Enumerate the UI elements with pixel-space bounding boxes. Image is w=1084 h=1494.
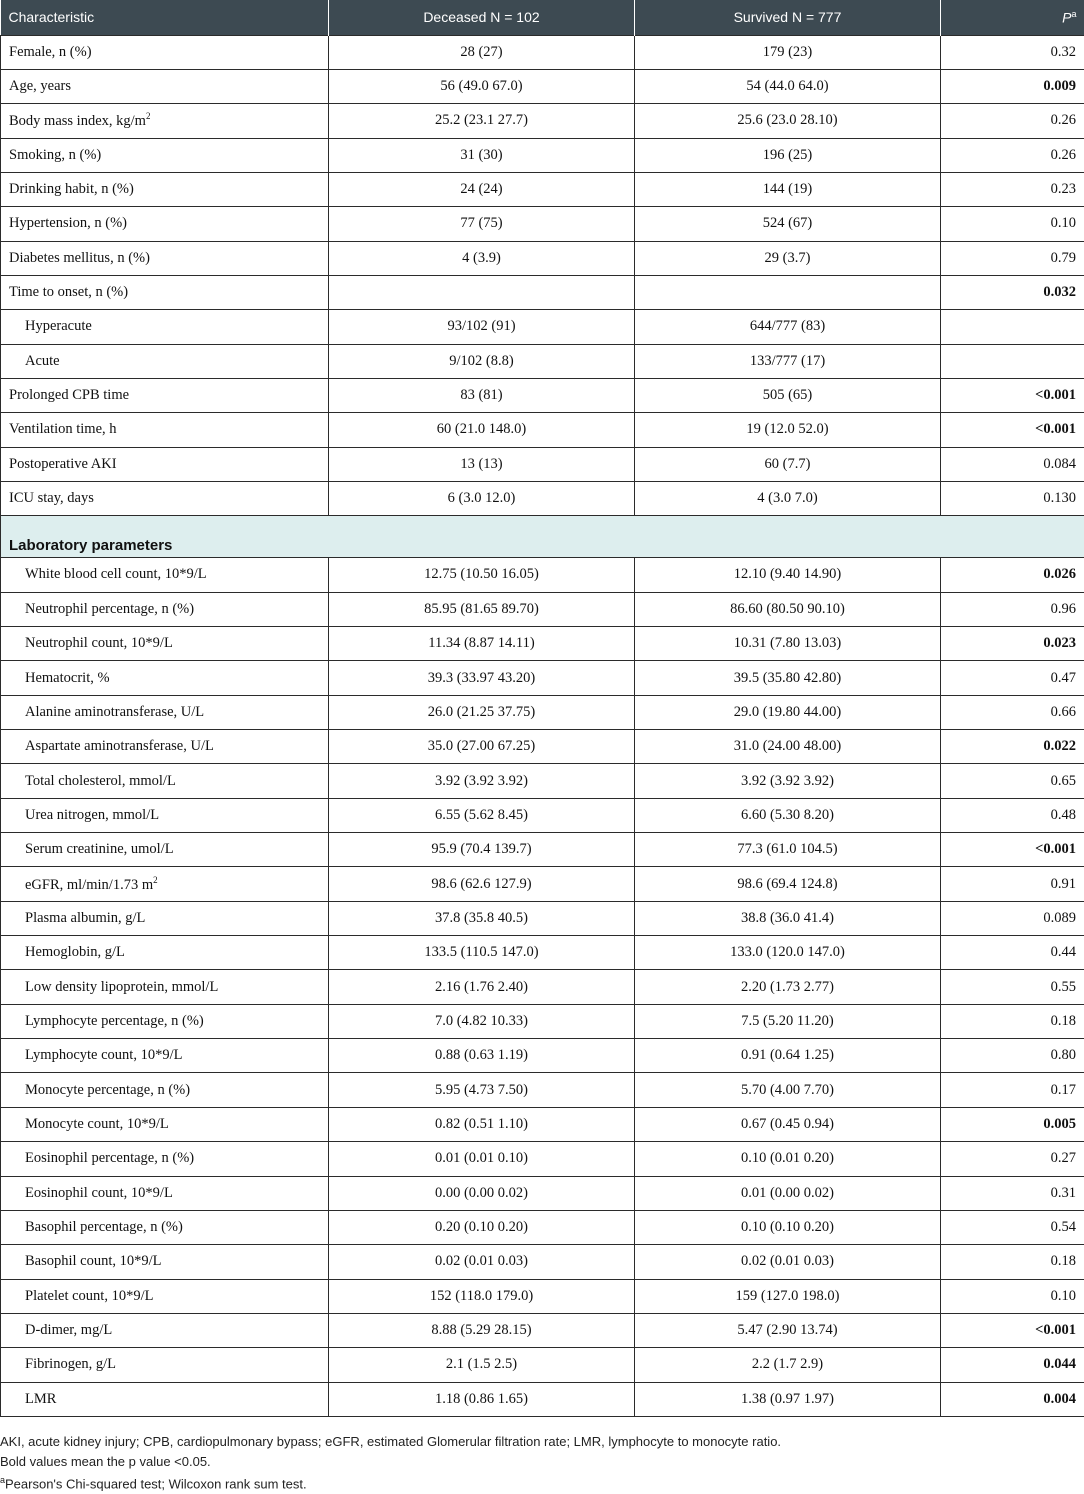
test-footnote [0, 1471, 1084, 1494]
p-value: 0.66 [941, 695, 1084, 729]
row-label-text: Aspartate aminotransferase, U/L [25, 738, 214, 754]
survived-value: 0.01 (0.00 0.02) [635, 1176, 941, 1210]
row-label-text: Lymphocyte count, 10*9/L [25, 1047, 182, 1063]
table-row [1, 661, 1084, 695]
row-label-text: Age, years [9, 78, 71, 94]
table-notes [0, 1432, 1084, 1494]
row-label [1, 695, 329, 729]
deceased-value: 0.82 (0.51 1.10) [329, 1107, 635, 1141]
table-row [1, 1245, 1084, 1279]
row-label [1, 481, 329, 515]
survived-value: 2.20 (1.73 2.77) [635, 970, 941, 1004]
table-row [1, 1279, 1084, 1313]
row-label [1, 1348, 329, 1382]
row-label-text: Platelet count, 10*9/L [25, 1288, 153, 1304]
section-title: Laboratory parameters [1, 516, 1084, 558]
survived-value [635, 275, 941, 309]
row-label [1, 867, 329, 901]
row-label-text: Neutrophil percentage, n (%) [25, 601, 194, 617]
deceased-value: 85.95 (81.65 89.70) [329, 592, 635, 626]
table-row [1, 833, 1084, 867]
row-label [1, 378, 329, 412]
table-row [1, 1004, 1084, 1038]
p-value: 0.55 [941, 970, 1084, 1004]
row-label-text: Hyperacute [25, 318, 92, 334]
p-value: 0.005 [941, 1107, 1084, 1141]
survived-value: 86.60 (80.50 90.10) [635, 592, 941, 626]
table-row [1, 730, 1084, 764]
p-value: <0.001 [941, 833, 1084, 867]
row-label-sup: 2 [146, 111, 151, 121]
p-value: 0.10 [941, 207, 1084, 241]
row-label [1, 661, 329, 695]
p-value: 0.91 [941, 867, 1084, 901]
p-value: 0.65 [941, 764, 1084, 798]
p-value: 0.130 [941, 481, 1084, 515]
survived-value: 1.38 (0.97 1.97) [635, 1382, 941, 1416]
p-value: 0.27 [941, 1142, 1084, 1176]
table-row [1, 138, 1084, 172]
deceased-value: 4 (3.9) [329, 241, 635, 275]
deceased-value: 5.95 (4.73 7.50) [329, 1073, 635, 1107]
p-value: 0.089 [941, 901, 1084, 935]
row-label [1, 1107, 329, 1141]
p-value: <0.001 [941, 1313, 1084, 1347]
row-label [1, 1039, 329, 1073]
row-label-text: Eosinophil count, 10*9/L [25, 1185, 173, 1201]
survived-value: 25.6 (23.0 28.10) [635, 104, 941, 138]
deceased-value: 9/102 (8.8) [329, 344, 635, 378]
deceased-value: 95.9 (70.4 139.7) [329, 833, 635, 867]
row-label-text: Prolonged CPB time [9, 387, 129, 403]
abbreviations-note: AKI, acute kidney injury; CPB, cardiopulmonary bypass; eGFR, estimated Glomerular filtration rate; LMR, lymphocyte to monocyte ratio. [0, 1432, 1084, 1452]
p-value: 0.47 [941, 661, 1084, 695]
deceased-value: 6 (3.0 12.0) [329, 481, 635, 515]
p-value: <0.001 [941, 378, 1084, 412]
row-label-text: Hypertension, n (%) [9, 215, 127, 231]
p-value: 0.23 [941, 172, 1084, 206]
row-label-text: Monocyte count, 10*9/L [25, 1116, 169, 1132]
deceased-value: 7.0 (4.82 10.33) [329, 1004, 635, 1038]
survived-value: 524 (67) [635, 207, 941, 241]
row-label [1, 1245, 329, 1279]
row-label [1, 730, 329, 764]
row-label-text: Alanine aminotransferase, U/L [25, 704, 204, 720]
deceased-value: 6.55 (5.62 8.45) [329, 798, 635, 832]
header-survived: Survived N = 777 [635, 0, 941, 35]
row-label-text: Basophil percentage, n (%) [25, 1219, 183, 1235]
survived-value: 505 (65) [635, 378, 941, 412]
table-row [1, 1313, 1084, 1347]
table-row [1, 867, 1084, 901]
row-label-text: Basophil count, 10*9/L [25, 1253, 162, 1269]
row-label-text: White blood cell count, 10*9/L [25, 566, 207, 582]
deceased-value: 11.34 (8.87 14.11) [329, 627, 635, 661]
row-label [1, 798, 329, 832]
survived-value: 10.31 (7.80 13.03) [635, 627, 941, 661]
survived-value: 19 (12.0 52.0) [635, 413, 941, 447]
p-value: 0.32 [941, 35, 1084, 69]
survived-value: 159 (127.0 198.0) [635, 1279, 941, 1313]
survived-value: 144 (19) [635, 172, 941, 206]
table-row [1, 627, 1084, 661]
row-label [1, 69, 329, 103]
table-row [1, 1107, 1084, 1141]
row-label [1, 310, 329, 344]
deceased-value: 83 (81) [329, 378, 635, 412]
row-label-text: Female, n (%) [9, 44, 92, 60]
survived-value: 54 (44.0 64.0) [635, 69, 941, 103]
table-row [1, 764, 1084, 798]
survived-value: 133.0 (120.0 147.0) [635, 936, 941, 970]
section-row-laboratory [1, 516, 1084, 558]
row-label [1, 138, 329, 172]
deceased-value: 12.75 (10.50 16.05) [329, 558, 635, 592]
deceased-value: 93/102 (91) [329, 310, 635, 344]
header-row [1, 0, 1084, 35]
table-row [1, 344, 1084, 378]
row-label [1, 1004, 329, 1038]
deceased-value: 0.20 (0.10 0.20) [329, 1210, 635, 1244]
survived-value: 0.91 (0.64 1.25) [635, 1039, 941, 1073]
survived-value: 133/777 (17) [635, 344, 941, 378]
deceased-value: 13 (13) [329, 447, 635, 481]
survived-value: 3.92 (3.92 3.92) [635, 764, 941, 798]
p-value [941, 344, 1084, 378]
table-row [1, 1210, 1084, 1244]
row-label-text: Time to onset, n (%) [9, 284, 128, 300]
table-row [1, 936, 1084, 970]
survived-value: 38.8 (36.0 41.4) [635, 901, 941, 935]
row-label [1, 764, 329, 798]
row-label-text: Lymphocyte percentage, n (%) [25, 1013, 204, 1029]
row-label [1, 35, 329, 69]
row-label-text: Urea nitrogen, mmol/L [25, 807, 159, 823]
p-value: 0.10 [941, 1279, 1084, 1313]
row-label-text: Total cholesterol, mmol/L [25, 773, 176, 789]
deceased-value: 26.0 (21.25 37.75) [329, 695, 635, 729]
p-value: 0.17 [941, 1073, 1084, 1107]
p-value: 0.48 [941, 798, 1084, 832]
row-label [1, 1073, 329, 1107]
deceased-value: 0.88 (0.63 1.19) [329, 1039, 635, 1073]
row-label [1, 413, 329, 447]
survived-value: 4 (3.0 7.0) [635, 481, 941, 515]
p-value: 0.80 [941, 1039, 1084, 1073]
table-row [1, 1073, 1084, 1107]
deceased-value: 0.01 (0.01 0.10) [329, 1142, 635, 1176]
row-label-sup: 2 [153, 875, 158, 885]
deceased-value: 28 (27) [329, 35, 635, 69]
table-row [1, 1039, 1084, 1073]
row-label-text: Plasma albumin, g/L [25, 910, 145, 926]
survived-value: 644/777 (83) [635, 310, 941, 344]
deceased-value: 60 (21.0 148.0) [329, 413, 635, 447]
deceased-value: 24 (24) [329, 172, 635, 206]
row-label-text: Postoperative AKI [9, 456, 117, 472]
survived-value: 196 (25) [635, 138, 941, 172]
survived-value: 98.6 (69.4 124.8) [635, 867, 941, 901]
row-label-text: eGFR, ml/min/1.73 m [25, 876, 153, 892]
row-label [1, 970, 329, 1004]
row-label-text: Body mass index, kg/m [9, 113, 146, 129]
row-label [1, 592, 329, 626]
table-row [1, 378, 1084, 412]
row-label [1, 833, 329, 867]
deceased-value: 39.3 (33.97 43.20) [329, 661, 635, 695]
deceased-value: 1.18 (0.86 1.65) [329, 1382, 635, 1416]
p-value: 0.26 [941, 104, 1084, 138]
row-label-text: Smoking, n (%) [9, 147, 101, 163]
deceased-value: 31 (30) [329, 138, 635, 172]
row-label-text: Acute [25, 353, 60, 369]
p-value: 0.54 [941, 1210, 1084, 1244]
p-value: 0.009 [941, 69, 1084, 103]
deceased-value: 0.02 (0.01 0.03) [329, 1245, 635, 1279]
deceased-value: 98.6 (62.6 127.9) [329, 867, 635, 901]
deceased-value: 3.92 (3.92 3.92) [329, 764, 635, 798]
p-value [941, 310, 1084, 344]
p-value: 0.79 [941, 241, 1084, 275]
p-value: 0.44 [941, 936, 1084, 970]
survived-value: 31.0 (24.00 48.00) [635, 730, 941, 764]
p-value: 0.96 [941, 592, 1084, 626]
row-label [1, 1210, 329, 1244]
row-label [1, 172, 329, 206]
table-row [1, 1176, 1084, 1210]
survived-value: 5.70 (4.00 7.70) [635, 1073, 941, 1107]
row-label [1, 447, 329, 481]
survived-value: 179 (23) [635, 35, 941, 69]
deceased-value [329, 275, 635, 309]
row-label [1, 901, 329, 935]
table-row [1, 695, 1084, 729]
row-label [1, 207, 329, 241]
table-row [1, 172, 1084, 206]
row-label [1, 1313, 329, 1347]
table-row [1, 104, 1084, 138]
p-value: 0.022 [941, 730, 1084, 764]
row-label-text: Diabetes mellitus, n (%) [9, 250, 150, 266]
row-label-text: Ventilation time, h [9, 421, 117, 437]
header-p-value [941, 0, 1084, 35]
row-label-text: Fibrinogen, g/L [25, 1356, 116, 1372]
deceased-value: 25.2 (23.1 27.7) [329, 104, 635, 138]
deceased-value: 8.88 (5.29 28.15) [329, 1313, 635, 1347]
table-row [1, 798, 1084, 832]
table-row [1, 275, 1084, 309]
deceased-value: 152 (118.0 179.0) [329, 1279, 635, 1313]
table-row [1, 1382, 1084, 1416]
table-row [1, 1142, 1084, 1176]
row-label-text: Hematocrit, % [25, 670, 110, 686]
table-row [1, 35, 1084, 69]
p-value: 0.26 [941, 138, 1084, 172]
survived-value: 29 (3.7) [635, 241, 941, 275]
row-label-text: Low density lipoprotein, mmol/L [25, 979, 218, 995]
deceased-value: 2.1 (1.5 2.5) [329, 1348, 635, 1382]
survived-value: 0.10 (0.01 0.20) [635, 1142, 941, 1176]
survived-value: 2.2 (1.7 2.9) [635, 1348, 941, 1382]
row-label-text: ICU stay, days [9, 490, 94, 506]
deceased-value: 2.16 (1.76 2.40) [329, 970, 635, 1004]
p-value: 0.044 [941, 1348, 1084, 1382]
survived-value: 77.3 (61.0 104.5) [635, 833, 941, 867]
bold-values-note: Bold values mean the p value <0.05. [0, 1452, 1084, 1472]
row-label-text: D-dimer, mg/L [25, 1322, 112, 1338]
footnote-text: Pearson's Chi-squared test; Wilcoxon rank sum test. [5, 1476, 307, 1491]
p-value: 0.032 [941, 275, 1084, 309]
deceased-value: 77 (75) [329, 207, 635, 241]
row-label [1, 1279, 329, 1313]
survived-value: 6.60 (5.30 8.20) [635, 798, 941, 832]
survived-value: 0.02 (0.01 0.03) [635, 1245, 941, 1279]
survived-value: 5.47 (2.90 13.74) [635, 1313, 941, 1347]
row-label [1, 558, 329, 592]
row-label [1, 1382, 329, 1416]
header-deceased: Deceased N = 102 [329, 0, 635, 35]
table-row [1, 207, 1084, 241]
table-row [1, 970, 1084, 1004]
p-value: 0.31 [941, 1176, 1084, 1210]
deceased-value: 56 (49.0 67.0) [329, 69, 635, 103]
header-p-sup: a [1071, 9, 1076, 19]
survived-value: 60 (7.7) [635, 447, 941, 481]
row-label-text: Drinking habit, n (%) [9, 181, 134, 197]
row-label-text: Monocyte percentage, n (%) [25, 1082, 190, 1098]
header-p-label: P [1062, 10, 1071, 26]
table-row [1, 69, 1084, 103]
table-row [1, 481, 1084, 515]
row-label [1, 1142, 329, 1176]
p-value: 0.004 [941, 1382, 1084, 1416]
survived-value: 7.5 (5.20 11.20) [635, 1004, 941, 1038]
survived-value: 0.10 (0.10 0.20) [635, 1210, 941, 1244]
deceased-value: 0.00 (0.00 0.02) [329, 1176, 635, 1210]
header-characteristic: Characteristic [1, 0, 329, 35]
table-row [1, 413, 1084, 447]
p-value: 0.023 [941, 627, 1084, 661]
row-label [1, 344, 329, 378]
deceased-value: 133.5 (110.5 147.0) [329, 936, 635, 970]
table-row [1, 447, 1084, 481]
row-label-text: Serum creatinine, umol/L [25, 841, 174, 857]
survived-value: 0.67 (0.45 0.94) [635, 1107, 941, 1141]
row-label-text: Neutrophil count, 10*9/L [25, 635, 173, 651]
deceased-value: 35.0 (27.00 67.25) [329, 730, 635, 764]
row-label [1, 936, 329, 970]
table-row [1, 1348, 1084, 1382]
row-label [1, 241, 329, 275]
survived-value: 39.5 (35.80 42.80) [635, 661, 941, 695]
table-row [1, 241, 1084, 275]
p-value: 0.026 [941, 558, 1084, 592]
deceased-value: 37.8 (35.8 40.5) [329, 901, 635, 935]
row-label-text: LMR [25, 1391, 56, 1407]
p-value: 0.18 [941, 1004, 1084, 1038]
table-row [1, 592, 1084, 626]
table-row [1, 310, 1084, 344]
row-label [1, 627, 329, 661]
footnote-marker: a [0, 1475, 5, 1485]
row-label-text: Hemoglobin, g/L [25, 944, 125, 960]
row-label [1, 275, 329, 309]
table-row [1, 901, 1084, 935]
p-value: <0.001 [941, 413, 1084, 447]
table-row [1, 558, 1084, 592]
row-label [1, 1176, 329, 1210]
table-body [1, 35, 1084, 1416]
p-value: 0.18 [941, 1245, 1084, 1279]
survived-value: 29.0 (19.80 44.00) [635, 695, 941, 729]
survived-value: 12.10 (9.40 14.90) [635, 558, 941, 592]
row-label [1, 104, 329, 138]
p-value: 0.084 [941, 447, 1084, 481]
row-label-text: Eosinophil percentage, n (%) [25, 1150, 194, 1166]
